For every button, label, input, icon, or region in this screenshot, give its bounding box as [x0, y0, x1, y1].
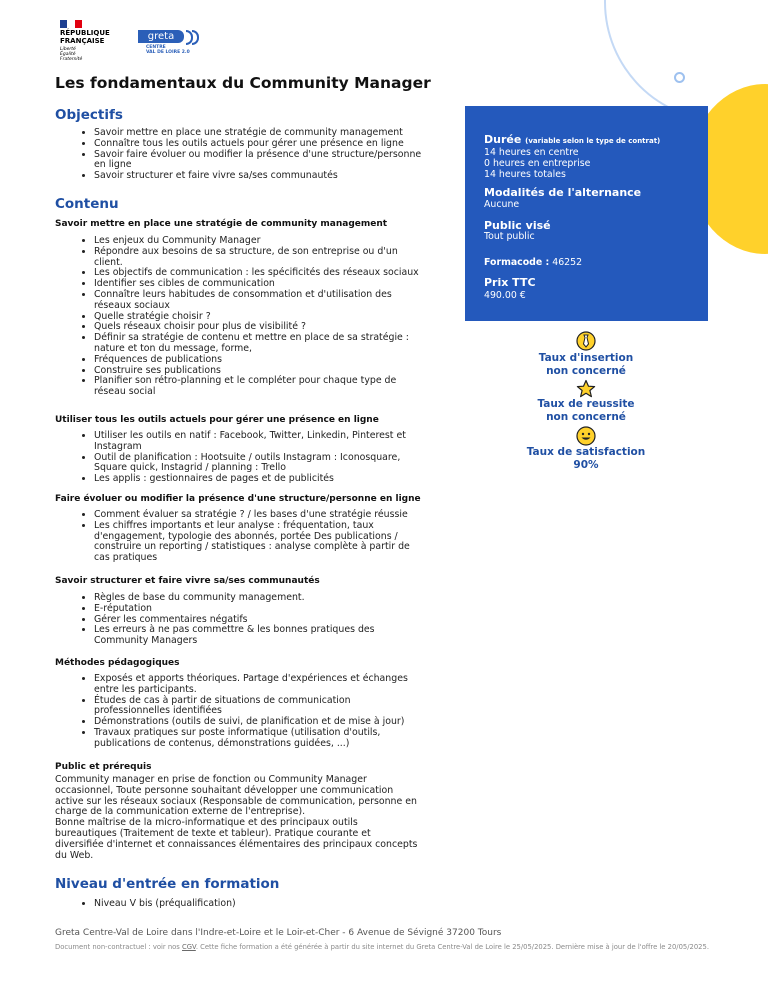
list-item: • Les applis : gestionnaires de pages et de publicités	[94, 474, 424, 485]
duree-values	[484, 147, 590, 180]
page-title: Les fondamentaux du Community Manager	[55, 74, 431, 92]
rf-motto-line: Égalité	[60, 52, 76, 57]
republique-francaise-logo	[60, 20, 122, 62]
niveau-heading: Niveau d'entrée en formation	[55, 876, 280, 892]
list-item: • Niveau V bis (préqualification)	[94, 899, 424, 910]
list-item: • Les enjeux du Community Manager	[94, 236, 424, 247]
list-item: • Définir sa stratégie de contenu et mettre en place de sa stratégie : nature et ton du message, forme,	[94, 333, 424, 355]
section-list	[80, 674, 424, 750]
list-item: • Savoir structurer et faire vivre sa/ses communautés	[94, 171, 424, 182]
rf-line: FRANÇAISE	[60, 36, 105, 45]
greta-sub-line: CENTRE	[146, 45, 166, 50]
list-item: • Les erreurs à ne pas commettre & les bonnes pratiques des Community Managers	[94, 625, 424, 647]
duree-label	[484, 133, 660, 146]
list-item: • Travaux pratiques sur poste informatique (utilisation d'outils, publications de contenus, démonstrations guidées, ...)	[94, 728, 424, 750]
indicator-satisfaction	[500, 446, 672, 472]
duree-label-text: Durée	[484, 133, 522, 146]
list-item: • Gérer les commentaires négatifs	[94, 615, 424, 626]
public-title: Public et prérequis	[55, 762, 152, 772]
indicator-label: Taux d'insertion	[538, 352, 634, 364]
duree-line: 14 heures totales	[484, 169, 566, 180]
footer-note	[55, 942, 715, 953]
section-title: Savoir structurer et faire vivre sa/ses communautés	[55, 576, 320, 586]
greta-name: greta	[138, 30, 184, 43]
indicator-label: Taux de reussite	[537, 398, 635, 410]
rf-motto-line: Liberté	[60, 47, 76, 52]
formacode	[484, 257, 582, 268]
formacode-value: 46252	[552, 257, 583, 268]
duree-line: 14 heures en centre	[484, 147, 579, 158]
contenu-heading: Contenu	[55, 196, 119, 212]
objectifs-list	[80, 128, 424, 182]
list-item: • Démonstrations (outils de suivi, de planification et de mise à jour)	[94, 717, 424, 728]
section-list	[80, 431, 424, 485]
paragraph: Bonne maîtrise de la micro-informatique et des principaux outils bureautiques (Traitement de texte et tableur). Pratique courante et diversifiée d'internet et connaissances élémentaires des principaux concepts du Web.	[55, 817, 418, 861]
section-title: Méthodes pédagogiques	[55, 658, 180, 668]
indicator-insertion	[500, 352, 672, 378]
rf-motto-line: Fraternité	[60, 57, 83, 62]
list-item: • Connaître tous les outils actuels pour gérer une présence en ligne	[94, 139, 424, 150]
flag-icon	[60, 20, 82, 28]
niveau-list	[80, 899, 424, 910]
cgv-link[interactable]: CGV	[182, 943, 196, 951]
list-item: • Exposés et apports théoriques. Partage d'expériences et échanges entre les participants.	[94, 674, 424, 696]
list-item: • Savoir mettre en place une stratégie de community management	[94, 128, 424, 139]
duree-line: 0 heures en entreprise	[484, 158, 591, 169]
public-text	[55, 775, 420, 861]
list-item: • Répondre aux besoins de sa structure, de son entreprise ou d'un client.	[94, 247, 424, 269]
alternance-value: Aucune	[484, 199, 520, 210]
info-panel	[465, 106, 708, 321]
section-list	[80, 236, 424, 398]
section-title: Utiliser tous les outils actuels pour gérer une présence en ligne	[55, 415, 379, 425]
list-item: • E-réputation	[94, 604, 424, 615]
list-item: • Connaître leurs habitudes de consommation et d'utilisation des réseaux sociaux	[94, 290, 424, 312]
footer-note-text: Document non-contractuel : voir nos	[55, 943, 183, 951]
tie-icon	[576, 331, 596, 351]
list-item: • Études de cas à partir de situations de communication professionnelles identifiées	[94, 696, 424, 718]
paragraph: Community manager en prise de fonction ou Community Manager occasionnel, Toute personne souhaitant développer une communication active sur les réseaux sociaux (Responsable de communication, personne en charge de la communication externe de l'entreprise).	[55, 774, 417, 818]
section-title: Faire évoluer ou modifier la présence d'une structure/personne en ligne	[55, 494, 421, 504]
formacode-label: Formacode :	[484, 257, 550, 268]
prix-label: Prix TTC	[484, 276, 536, 289]
list-item: • Quelle stratégie choisir ?	[94, 312, 424, 323]
smiley-icon	[576, 426, 596, 446]
duree-note: (variable selon le type de contrat)	[525, 137, 661, 145]
star-icon	[576, 379, 596, 399]
prix-value: 490.00 €	[484, 290, 526, 301]
list-item: • Identifier ses cibles de communication	[94, 279, 424, 290]
list-item: • Savoir faire évoluer ou modifier la présence d'une structure/personne en ligne	[94, 150, 424, 172]
indicator-reussite	[500, 398, 672, 424]
decorative-dot	[674, 72, 685, 83]
list-item: • Règles de base du community management.	[94, 593, 424, 604]
section-title: Savoir mettre en place une stratégie de community management	[55, 219, 388, 229]
indicator-label: Taux de satisfaction	[526, 446, 646, 458]
section-list	[80, 510, 424, 564]
public-vise-value: Tout public	[484, 231, 535, 242]
indicator-value: non concerné	[546, 365, 626, 377]
footer-note-text: . Cette fiche formation a été générée à partir du site internet du Greta Centre-Val de Loire le 25/05/2025. Dernière mise à jour de l'offre le 20/05/2025.	[195, 943, 709, 951]
footer-address: Greta Centre-Val de Loire dans l'Indre-et-Loire et le Loir-et-Cher - 6 Avenue de Sévigné 37200 Tours	[55, 928, 502, 938]
list-item: • Les objectifs de communication : les spécificités des réseaux sociaux	[94, 268, 424, 279]
public-vise-label: Public visé	[484, 219, 551, 232]
list-item: • Fréquences de publications	[94, 355, 424, 366]
greta-sub-line: VAL DE LOIRE 2.0	[146, 50, 190, 55]
objectifs-heading: Objectifs	[55, 107, 123, 123]
indicator-value: 90%	[573, 459, 599, 471]
list-item: • Construire ses publications	[94, 366, 424, 377]
list-item: • Quels réseaux choisir pour plus de visibilité ?	[94, 322, 424, 333]
alternance-label: Modalités de l'alternance	[484, 186, 642, 199]
section-list	[80, 593, 424, 647]
list-item: • Comment évaluer sa stratégie ? / les bases d'une stratégie réussie	[94, 510, 424, 521]
indicator-value: non concerné	[546, 411, 626, 423]
list-item: • Utiliser les outils en natif : Facebook, Twitter, Linkedin, Pinterest et Instagram	[94, 431, 424, 453]
rf-line: RÉPUBLIQUE	[60, 29, 110, 37]
list-item: • Outil de planification : Hootsuite / outils Instagram : Iconosquare, Square quick, Instagrid / planning : Trello	[94, 453, 424, 475]
greta-logo	[138, 30, 208, 56]
list-item: • Planifier son rétro-planning et le compléter pour chaque type de réseau social	[94, 376, 424, 398]
list-item: • Les chiffres importants et leur analyse : fréquentation, taux d'engagement, typologie des abonnés, portée Des publications / construire un reporting / statistiques : analyse complète à partir de cas pratiques	[94, 521, 424, 564]
